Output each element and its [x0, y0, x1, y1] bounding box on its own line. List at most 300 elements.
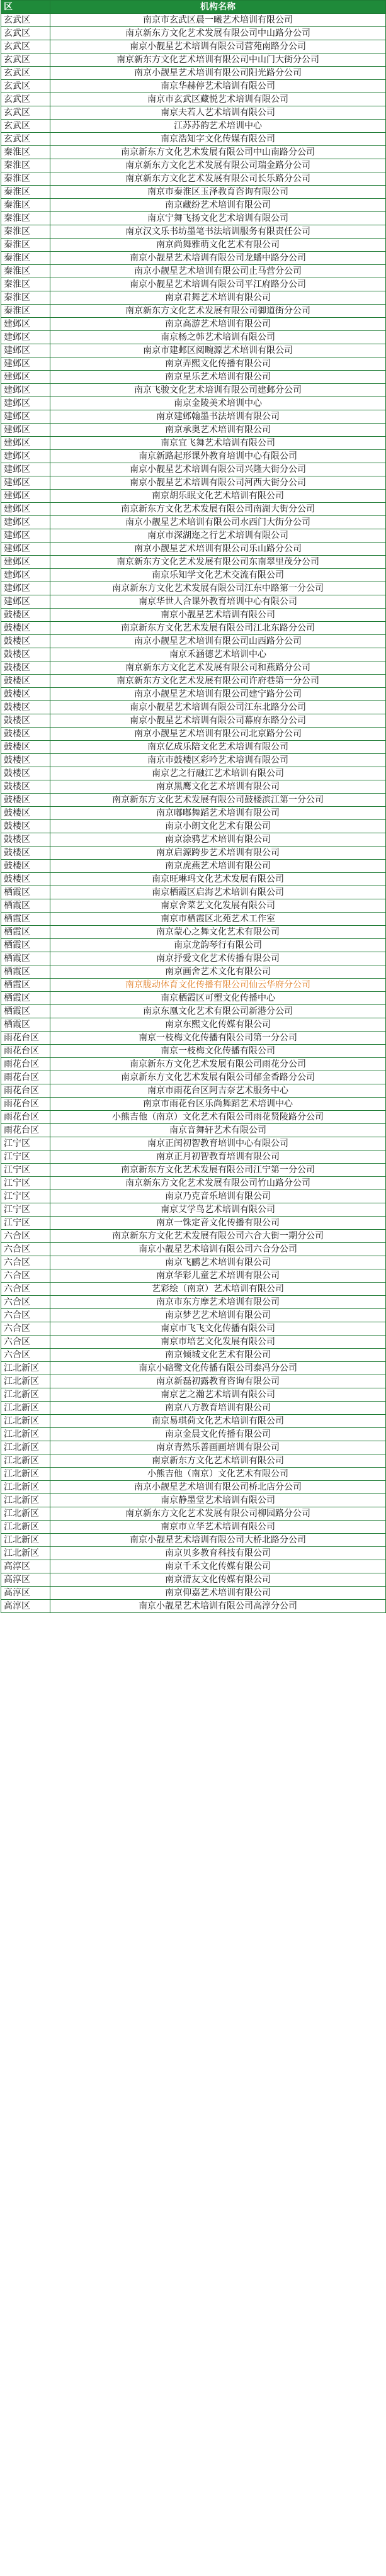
table-row — [1, 1203, 386, 1217]
table-row — [1, 14, 386, 27]
institution-name-cell: 南京黑鹰文化艺术培训有限公司 — [50, 780, 386, 794]
table-row — [1, 1388, 386, 1402]
institution-name-cell: 南京宁舞飞扬文化艺术培训有限公司 — [50, 212, 386, 225]
institution-name-cell: 南京一铢定音文化传播有限公司 — [50, 1217, 386, 1230]
district-cell: 鼓楼区 — [1, 622, 50, 635]
table-row — [1, 1098, 386, 1111]
table-row — [1, 424, 386, 437]
table-row — [1, 979, 386, 992]
table-row — [1, 490, 386, 503]
institution-name-cell: 南京八方教育培训有限公司 — [50, 1402, 386, 1415]
table-row — [1, 569, 386, 582]
district-cell: 秦淮区 — [1, 212, 50, 225]
institution-name-cell: 南京新东方文化艺术发展有限公司东南翠里茂分公司 — [50, 556, 386, 569]
institution-name-cell: 南京华世人合课外教育培训中心有限公司 — [50, 595, 386, 609]
institution-name-cell: 艺彩绘（南京）艺术培训有限公司 — [50, 1283, 386, 1296]
table-row — [1, 1296, 386, 1309]
institution-name-cell: 南京市雨花台区乐尚舞蹈艺术培训中心 — [50, 1098, 386, 1111]
district-cell: 建邺区 — [1, 463, 50, 476]
table-row — [1, 1362, 386, 1375]
institution-name-cell: 南京正月初智教育培训有限公司 — [50, 1150, 386, 1164]
district-cell: 江宁区 — [1, 1203, 50, 1217]
district-cell: 江北新区 — [1, 1547, 50, 1560]
institution-name-cell: 南京小靓星艺术培训有限公司阳光路分公司 — [50, 67, 386, 80]
district-cell: 栖霞区 — [1, 992, 50, 1005]
institution-name-cell: 南京新东方文化艺术发展有限公司中山路分公司 — [50, 27, 386, 40]
table-row — [1, 913, 386, 926]
institution-name-cell: 南京艺之行融江艺术培训有限公司 — [50, 767, 386, 780]
district-cell: 建邺区 — [1, 569, 50, 582]
district-cell: 江北新区 — [1, 1521, 50, 1534]
district-cell: 玄武区 — [1, 106, 50, 120]
table-row — [1, 1375, 386, 1388]
district-cell: 秦淮区 — [1, 159, 50, 172]
institution-name-cell: 南京市雨花台区阿吉奈艺术服务中心 — [50, 1084, 386, 1098]
institution-name-cell: 南京易琪荷文化艺术培训有限公司 — [50, 1415, 386, 1428]
district-cell: 江宁区 — [1, 1190, 50, 1203]
table-row — [1, 780, 386, 794]
institution-name-cell: 南京新东方文化艺术发展有限公司中山南路分公司 — [50, 146, 386, 159]
table-row — [1, 503, 386, 516]
institution-name-cell: 南京新东方文化艺术发展有限公司柳园路分公司 — [50, 1507, 386, 1521]
district-cell: 六合区 — [1, 1349, 50, 1362]
institution-name-cell: 南京小靓星艺术培训有限公司龙蟠中路分公司 — [50, 252, 386, 265]
institution-table — [1, 0, 386, 1613]
table-row — [1, 1494, 386, 1507]
table-row — [1, 728, 386, 741]
table-row — [1, 106, 386, 120]
table-row — [1, 410, 386, 424]
institution-name-cell: 南京涂鸦艺术培训有限公司 — [50, 833, 386, 846]
table-row — [1, 1573, 386, 1587]
district-cell: 江宁区 — [1, 1164, 50, 1177]
institution-name-cell: 南京汉文乐书坊墨笔书法培训服务有限责任公司 — [50, 225, 386, 239]
institution-name-cell: 南京青然乐善画画培训有限公司 — [50, 1441, 386, 1454]
table-row — [1, 1084, 386, 1098]
table-row — [1, 688, 386, 701]
district-cell: 鼓楼区 — [1, 780, 50, 794]
institution-name-cell: 江苏苏韵艺术培训中心 — [50, 120, 386, 133]
district-cell: 玄武区 — [1, 27, 50, 40]
district-cell: 高淳区 — [1, 1560, 50, 1573]
table-row — [1, 146, 386, 159]
district-cell: 建邺区 — [1, 424, 50, 437]
institution-name-cell: 南京新东方文化艺术发展有限公司郁金香路分公司 — [50, 1071, 386, 1084]
institution-name-cell: 南京华彩儿童艺术培训有限公司 — [50, 1269, 386, 1283]
table-row — [1, 384, 386, 397]
institution-name-cell: 南京千禾文化传媒有限公司 — [50, 1560, 386, 1573]
institution-name-cell: 南京正闰初智教育培训中心有限公司 — [50, 1137, 386, 1150]
institution-name-cell: 南京市玄武区晨一曦艺术培训有限公司 — [50, 14, 386, 27]
district-cell: 玄武区 — [1, 14, 50, 27]
table-row — [1, 846, 386, 860]
table-row — [1, 754, 386, 767]
district-cell: 玄武区 — [1, 93, 50, 106]
table-row — [1, 1058, 386, 1071]
district-cell: 鼓楼区 — [1, 820, 50, 833]
institution-name-cell: 南京市玄武区藏悦艺术培训有限公司 — [50, 93, 386, 106]
district-cell: 鼓楼区 — [1, 609, 50, 622]
table-row — [1, 952, 386, 965]
district-cell: 玄武区 — [1, 133, 50, 146]
district-cell: 鼓楼区 — [1, 794, 50, 807]
table-body — [1, 14, 386, 1613]
institution-name-cell: 南京静墨堂艺术培训有限公司 — [50, 1494, 386, 1507]
institution-name-cell: 南京承奥艺术培训有限公司 — [50, 424, 386, 437]
district-cell: 高淳区 — [1, 1587, 50, 1600]
institution-name-cell: 南京新磊初露教育咨询有限公司 — [50, 1375, 386, 1388]
district-cell: 栖霞区 — [1, 913, 50, 926]
district-cell: 秦淮区 — [1, 186, 50, 199]
table-row — [1, 556, 386, 569]
table-row — [1, 93, 386, 106]
table-row — [1, 450, 386, 463]
district-cell: 江宁区 — [1, 1217, 50, 1230]
district-cell: 建邺区 — [1, 556, 50, 569]
district-cell: 建邺区 — [1, 490, 50, 503]
institution-name-cell: 南京市立华艺术培训有限公司 — [50, 1521, 386, 1534]
institution-name-cell: 南京新东方文化艺术发展有限公司和燕路分公司 — [50, 661, 386, 675]
institution-name-cell: 小熊吉他（南京）文化艺术有限公司 — [50, 1468, 386, 1481]
table-row — [1, 1164, 386, 1177]
district-cell: 建邺区 — [1, 582, 50, 595]
district-cell: 建邺区 — [1, 371, 50, 384]
institution-name-cell: 南京市培艺文化发展有限公司 — [50, 1336, 386, 1349]
district-cell: 玄武区 — [1, 120, 50, 133]
institution-name-cell: 南京市飞飞文化传播有限公司 — [50, 1322, 386, 1336]
table-row — [1, 926, 386, 939]
table-row — [1, 1124, 386, 1137]
table-row — [1, 622, 386, 635]
district-cell: 六合区 — [1, 1322, 50, 1336]
district-cell: 雨花台区 — [1, 1071, 50, 1084]
table-row — [1, 1587, 386, 1600]
district-cell: 江北新区 — [1, 1494, 50, 1507]
district-cell: 六合区 — [1, 1256, 50, 1269]
institution-name-cell: 小熊吉他（南京）文化艺术有限公司雨花贤陵路分公司 — [50, 1111, 386, 1124]
institution-name-cell: 南京小靓星艺术培训有限公司建宁路分公司 — [50, 688, 386, 701]
institution-name-cell: 南京新东方文化艺术发展有限公司鼓楼滨江第一分公司 — [50, 794, 386, 807]
institution-name-cell: 南京华赫停艺术培训有限公司 — [50, 80, 386, 93]
district-cell: 栖霞区 — [1, 939, 50, 952]
institution-name-cell: 南京栖霞区可塑文化传播中心 — [50, 992, 386, 1005]
district-cell: 建邺区 — [1, 450, 50, 463]
table-row — [1, 595, 386, 609]
district-cell: 江北新区 — [1, 1454, 50, 1468]
table-row — [1, 1018, 386, 1032]
table-row — [1, 794, 386, 807]
institution-name-cell: 南京小靓星艺术培训有限公司江东北路分公司 — [50, 701, 386, 714]
institution-name-cell: 南京新东方文化艺术发展有限公司六合大街一期分公司 — [50, 1230, 386, 1243]
district-cell: 江宁区 — [1, 1177, 50, 1190]
institution-name-cell: 南京小靓星艺术培训有限公司高淳分公司 — [50, 1600, 386, 1613]
table-row — [1, 199, 386, 212]
district-cell: 鼓楼区 — [1, 833, 50, 846]
institution-name-cell: 南京君舞艺术培训有限公司 — [50, 291, 386, 305]
table-row — [1, 331, 386, 344]
institution-name-cell: 南京新东方文化艺术培训有限公司 — [50, 1454, 386, 1468]
district-cell: 秦淮区 — [1, 278, 50, 291]
table-row — [1, 939, 386, 952]
district-cell: 秦淮区 — [1, 172, 50, 186]
institution-name-cell: 南京新东方文化艺术发展有限公司瑞金路分公司 — [50, 159, 386, 172]
table-row — [1, 965, 386, 979]
district-cell: 六合区 — [1, 1296, 50, 1309]
table-row — [1, 1454, 386, 1468]
district-cell: 雨花台区 — [1, 1124, 50, 1137]
district-cell: 鼓楼区 — [1, 688, 50, 701]
district-cell: 江宁区 — [1, 1137, 50, 1150]
table-row — [1, 437, 386, 450]
institution-name-cell: 南京小靓星艺术培训有限公司桥北店分公司 — [50, 1481, 386, 1494]
table-row — [1, 1600, 386, 1613]
district-cell: 玄武区 — [1, 67, 50, 80]
table-row — [1, 516, 386, 529]
district-cell: 秦淮区 — [1, 252, 50, 265]
table-row — [1, 1481, 386, 1494]
table-row — [1, 820, 386, 833]
district-cell: 六合区 — [1, 1243, 50, 1256]
institution-name-cell: 南京新路起形课外教育培训中心有限公司 — [50, 450, 386, 463]
institution-name-cell: 南京一枝梅文化传播有限公司第一分公司 — [50, 1032, 386, 1045]
table-row — [1, 67, 386, 80]
institution-name-cell: 南京小靓星艺术培训有限公司营苑南路分公司 — [50, 40, 386, 53]
institution-name-cell: 南京小朗文化艺术有限公司 — [50, 820, 386, 833]
institution-name-cell: 南京高游艺术培训有限公司 — [50, 318, 386, 331]
table-row — [1, 27, 386, 40]
district-cell: 建邺区 — [1, 397, 50, 410]
table-row — [1, 1045, 386, 1058]
district-cell: 栖霞区 — [1, 952, 50, 965]
district-cell: 鼓楼区 — [1, 741, 50, 754]
table-row — [1, 807, 386, 820]
district-cell: 玄武区 — [1, 80, 50, 93]
table-row — [1, 675, 386, 688]
district-cell: 江北新区 — [1, 1481, 50, 1494]
institution-name-cell: 南京启源跨步艺术培训有限公司 — [50, 846, 386, 860]
institution-name-cell: 南京弄熙文化传播有限公司 — [50, 357, 386, 371]
table-row — [1, 1336, 386, 1349]
district-cell: 鼓楼区 — [1, 635, 50, 648]
table-row — [1, 53, 386, 67]
table-row — [1, 1534, 386, 1547]
institution-name-cell: 南京市深湖迩之行艺术培训有限公司 — [50, 529, 386, 543]
table-row — [1, 344, 386, 357]
institution-name-cell: 南京栖霞区启海艺术培训有限公司 — [50, 886, 386, 899]
institution-name-cell: 南京小靓星艺术培训有限公司幕府东路分公司 — [50, 714, 386, 728]
table-row — [1, 239, 386, 252]
table-row — [1, 648, 386, 661]
table-row — [1, 1507, 386, 1521]
table-row — [1, 1521, 386, 1534]
institution-name-cell: 南京建邺翰墨书法培训有限公司 — [50, 410, 386, 424]
table-row — [1, 1428, 386, 1441]
institution-name-cell: 南京新东方文化艺术发展有限公司江东中路第一分公司 — [50, 582, 386, 595]
district-cell: 江北新区 — [1, 1388, 50, 1402]
district-cell: 江北新区 — [1, 1428, 50, 1441]
district-cell: 江北新区 — [1, 1362, 50, 1375]
institution-name-cell: 南京新东方文化艺术发展有限公司长乐路分公司 — [50, 172, 386, 186]
district-cell: 高淳区 — [1, 1573, 50, 1587]
table-row — [1, 529, 386, 543]
institution-name-cell: 南京市鼓楼区彩吟艺术培训有限公司 — [50, 754, 386, 767]
district-cell: 栖霞区 — [1, 1018, 50, 1032]
table-row — [1, 767, 386, 780]
institution-name-cell: 南京市建邺区阅畹源艺术培训有限公司 — [50, 344, 386, 357]
table-row — [1, 476, 386, 490]
table-row — [1, 120, 386, 133]
district-cell: 雨花台区 — [1, 1045, 50, 1058]
district-cell: 秦淮区 — [1, 291, 50, 305]
table-row — [1, 1547, 386, 1560]
district-cell: 江北新区 — [1, 1402, 50, 1415]
institution-name-cell: 南京星乐艺术培训有限公司 — [50, 371, 386, 384]
district-cell: 栖霞区 — [1, 899, 50, 913]
table-row — [1, 159, 386, 172]
table-row — [1, 899, 386, 913]
institution-name-cell: 南京杨之韩艺术培训有限公司 — [50, 331, 386, 344]
institution-name-cell: 南京小碚鹭文化传播有限公司泰冯分公司 — [50, 1362, 386, 1375]
institution-name-cell: 南京飞鹂艺术培训有限公司 — [50, 1256, 386, 1269]
institution-name-cell: 南京东凰文化艺术有限公司新港分公司 — [50, 1005, 386, 1018]
institution-name-cell: 南京浩知字文化传媒有限公司 — [50, 133, 386, 146]
institution-name-cell: 南京新东方文化艺术发展有限公司江北东路分公司 — [50, 622, 386, 635]
district-cell: 鼓楼区 — [1, 675, 50, 688]
table-row — [1, 1243, 386, 1256]
district-cell: 鼓楼区 — [1, 701, 50, 714]
table-row — [1, 1415, 386, 1428]
institution-name-cell: 南京飞骏文化艺术培训有限公司建邺分公司 — [50, 384, 386, 397]
table-row — [1, 741, 386, 754]
institution-name-cell: 南京一枝梅文化传播有限公司 — [50, 1045, 386, 1058]
institution-name-cell: 南京胡乐眠文化艺术培训有限公司 — [50, 490, 386, 503]
district-cell: 栖霞区 — [1, 1005, 50, 1018]
district-cell: 江北新区 — [1, 1534, 50, 1547]
table-row — [1, 1005, 386, 1018]
institution-name-cell: 南京小靓星艺术培训有限公司六合分公司 — [50, 1243, 386, 1256]
district-cell: 栖霞区 — [1, 886, 50, 899]
institution-name-cell: 南京旺琳玛文化艺术发展有限公司 — [50, 873, 386, 886]
institution-name-cell: 南京龙韵琴行有限公司 — [50, 939, 386, 952]
table-row — [1, 609, 386, 622]
institution-name-cell: 南京小靓星艺术培训有限公司兴隆大街分公司 — [50, 463, 386, 476]
district-cell: 鼓楼区 — [1, 846, 50, 860]
institution-name-cell: 南京新东方文化艺术发展有限公司御道街分公司 — [50, 305, 386, 318]
table-row — [1, 225, 386, 239]
institution-name-cell: 南京新东方文化艺术培训有限公司中山门大街分公司 — [50, 53, 386, 67]
district-cell: 秦淮区 — [1, 305, 50, 318]
district-cell: 建邺区 — [1, 595, 50, 609]
table-row — [1, 1177, 386, 1190]
table-row — [1, 305, 386, 318]
table-row — [1, 1111, 386, 1124]
institution-name-cell: 南京新东方文化艺术发展有限公司竹山路分公司 — [50, 1177, 386, 1190]
table-row — [1, 133, 386, 146]
district-cell: 鼓楼区 — [1, 661, 50, 675]
table-row — [1, 1309, 386, 1322]
table-row — [1, 873, 386, 886]
district-cell: 建邺区 — [1, 437, 50, 450]
institution-name-cell: 南京梦艺艺术培训有限公司 — [50, 1309, 386, 1322]
district-cell: 栖霞区 — [1, 926, 50, 939]
table-row — [1, 1468, 386, 1481]
institution-name-cell: 南京抒爱文化艺术传播有限公司 — [50, 952, 386, 965]
table-row — [1, 635, 386, 648]
institution-name-cell: 南京小靓星艺术培训有限公司平江府路分公司 — [50, 278, 386, 291]
institution-name-cell: 南京小靓星艺术培训有限公司北京路分公司 — [50, 728, 386, 741]
institution-name-cell: 南京小靓星艺术培训有限公司河西大街分公司 — [50, 476, 386, 490]
district-cell: 建邺区 — [1, 344, 50, 357]
district-cell: 建邺区 — [1, 318, 50, 331]
table-row — [1, 186, 386, 199]
district-cell: 建邺区 — [1, 516, 50, 529]
institution-name-cell: 南京宜飞舞艺术培训有限公司 — [50, 437, 386, 450]
institution-name-cell: 南京市栖霞区北苑艺术工作室 — [50, 913, 386, 926]
table-row — [1, 463, 386, 476]
table-row — [1, 1441, 386, 1454]
district-cell: 建邺区 — [1, 476, 50, 490]
table-row — [1, 172, 386, 186]
institution-name-cell: 南京乃克音乐培训有限公司 — [50, 1190, 386, 1203]
district-cell: 雨花台区 — [1, 1098, 50, 1111]
institution-name-cell: 南京仰嘉艺术培训有限公司 — [50, 1587, 386, 1600]
institution-name-cell: 南京新东方文化艺术发展有限公司雨花分公司 — [50, 1058, 386, 1071]
district-cell: 江北新区 — [1, 1468, 50, 1481]
table-row — [1, 1322, 386, 1336]
table-row — [1, 701, 386, 714]
institution-name-cell: 南京清友文化传媒有限公司 — [50, 1573, 386, 1587]
district-cell: 鼓楼区 — [1, 648, 50, 661]
table-row — [1, 397, 386, 410]
district-cell: 玄武区 — [1, 53, 50, 67]
institution-name-cell: 南京禾涵德艺术培训中心 — [50, 648, 386, 661]
institution-name-cell: 南京市秦淮区玉泽教育咨询有限公司 — [50, 186, 386, 199]
table-row — [1, 1283, 386, 1296]
district-cell: 六合区 — [1, 1309, 50, 1322]
institution-name-cell: 南京画舍艺术文化有限公司 — [50, 965, 386, 979]
district-cell: 六合区 — [1, 1336, 50, 1349]
institution-name-cell: 南京乐知学文化艺术交流有限公司 — [50, 569, 386, 582]
institution-name-cell: 南京虎燕艺术培训有限公司 — [50, 860, 386, 873]
table-row — [1, 1256, 386, 1269]
institution-name-cell: 南京蒙心之舞文化艺术有限公司 — [50, 926, 386, 939]
table-row — [1, 543, 386, 556]
institution-name-cell: 南京倾城文化艺术有限公司 — [50, 1349, 386, 1362]
district-cell: 建邺区 — [1, 357, 50, 371]
district-cell: 六合区 — [1, 1230, 50, 1243]
table-row — [1, 1269, 386, 1283]
table-row — [1, 265, 386, 278]
district-cell: 鼓楼区 — [1, 860, 50, 873]
institution-name-cell: 南京小靓星艺术培训有限公司乐山路分公司 — [50, 543, 386, 556]
district-cell: 鼓楼区 — [1, 714, 50, 728]
table-row — [1, 1032, 386, 1045]
table-row — [1, 661, 386, 675]
district-cell: 鼓楼区 — [1, 767, 50, 780]
district-cell: 江北新区 — [1, 1507, 50, 1521]
institution-name-cell: 南京尚舞雅萌文化艺术有限公司 — [50, 239, 386, 252]
district-cell: 江北新区 — [1, 1375, 50, 1388]
institution-name-cell: 南京贝多教育科技有限公司 — [50, 1547, 386, 1560]
district-cell: 雨花台区 — [1, 1032, 50, 1045]
district-cell: 雨花台区 — [1, 1058, 50, 1071]
table-row — [1, 40, 386, 53]
district-cell: 栖霞区 — [1, 979, 50, 992]
table-row — [1, 833, 386, 846]
institution-name-cell: 南京舍菜艺文化发展有限公司 — [50, 899, 386, 913]
district-cell: 建邺区 — [1, 503, 50, 516]
institution-name-cell: 南京东熙文化传媒有限公司 — [50, 1018, 386, 1032]
